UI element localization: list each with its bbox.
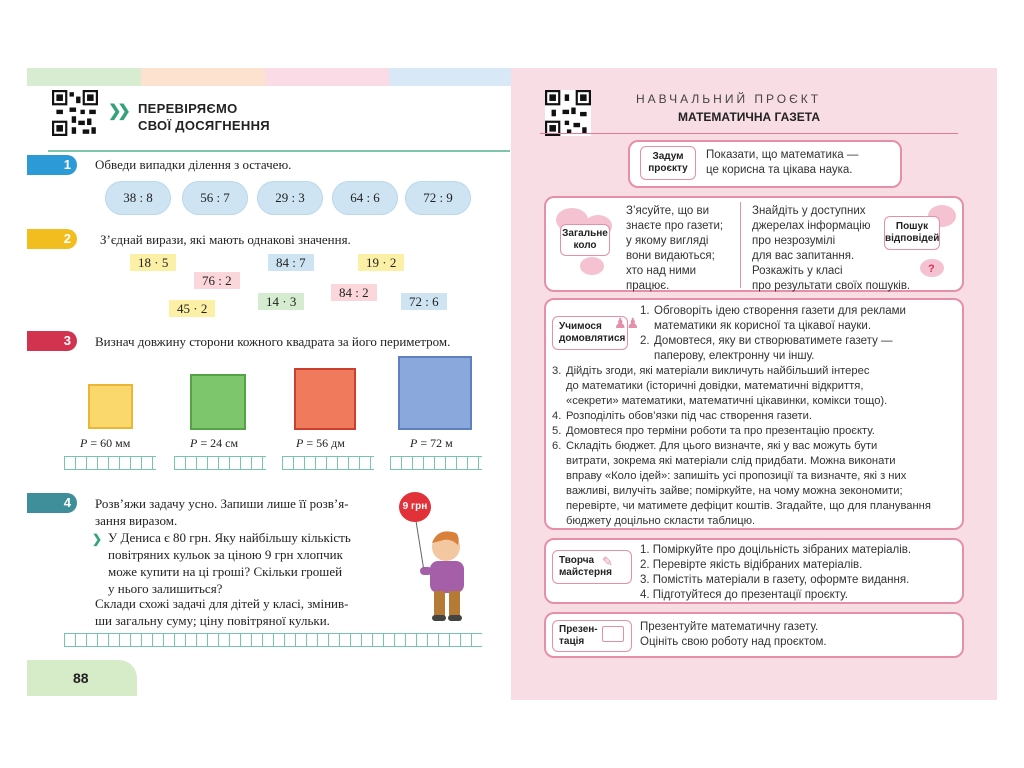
idea-card <box>628 140 902 188</box>
presentation-badge: Презен- тація <box>552 620 632 652</box>
discussion-card <box>544 196 964 292</box>
expression-tag[interactable]: 84 : 2 <box>331 284 377 301</box>
page-number: 88 <box>27 660 137 696</box>
square-shape <box>88 384 133 429</box>
task-number-2: 2 <box>27 229 77 249</box>
square-shape <box>294 368 356 430</box>
agreement-step: 2. Домовтеся, яку ви створюватимете газету — <box>640 335 893 347</box>
expression-tag[interactable]: 72 : 6 <box>401 293 447 310</box>
division-cloud[interactable]: 38 : 8 <box>105 181 171 215</box>
stripe-peach <box>141 68 265 86</box>
expression-tag[interactable]: 14 · 3 <box>258 293 304 310</box>
people-icon: ♟♟ <box>614 315 640 331</box>
stripe-pink <box>265 68 389 86</box>
circle-text: З’ясуйте, що ви знаєте про газети; у якому вигляді вони видаються; хто над ними працює. <box>626 205 724 292</box>
agreement-step: 6. Складіть бюджет. Для цього визначте, які у вас можуть бути <box>552 440 878 452</box>
qr-code-icon[interactable] <box>545 90 591 136</box>
followup-line: ши загальну суму; ціну повітряної кульки. <box>95 613 330 628</box>
expression-tag[interactable]: 76 : 2 <box>194 272 240 289</box>
problem-line: може купити на ці гроші? Скільки грошей <box>108 564 343 579</box>
balloon-price-tag: 9 грн <box>399 492 431 522</box>
agreement-step-cont: математики як корисної та цікавої науки. <box>654 320 872 332</box>
division-cloud[interactable]: 64 : 6 <box>332 181 398 215</box>
task4-line: зання виразом. <box>95 513 178 528</box>
division-cloud[interactable]: 29 : 3 <box>257 181 323 215</box>
card-divider <box>740 202 741 288</box>
agreement-step-cont: витрати, зокрема які матеріали слід придбати. Можна виконати <box>566 455 896 467</box>
workshop-steps: 1. Поміркуйте про доцільність зібраних матеріалів. 2. Перевірте якість відібраних матеріалів. 3. Помістіть матеріали в газету, оформте видання. 4. Підготуйтеся до презентації проєкту. <box>640 544 912 601</box>
agreement-step: 1. Обговоріть ідею створення газети для реклами <box>640 305 906 317</box>
followup-line: Склади схожі задачі для дітей у класі, змінив- <box>95 596 349 611</box>
stripe-blue <box>389 68 511 86</box>
agreement-step-cont: важливі, вилучіть зайве; поміркуйте, на чому можна зекономити; <box>566 485 903 497</box>
chevron-right-icon: ❯ <box>92 532 103 546</box>
presentation-card <box>544 612 964 658</box>
agreement-steps-bottom <box>552 364 931 529</box>
project-kicker: НАВЧАЛЬНИЙ ПРОЄКТ <box>636 92 822 106</box>
task4-line: Розв’яжи задачу усно. Запиши лише її розв’я- <box>95 496 349 511</box>
agreement-step: 5. Домовтеся про терміни роботи та про презентацію проєкту. <box>552 425 875 437</box>
answer-grid[interactable] <box>64 456 156 470</box>
task3-text: Визнач довжину сторони кожного квадрата за його периметром. <box>95 334 451 349</box>
perimeter-label: P = 56 дм <box>296 436 345 450</box>
square-shape <box>190 374 246 430</box>
answer-grid[interactable] <box>390 456 482 470</box>
agreement-step-cont: перевірте, чи матимете дефіцит коштів. Згадайте, що для планування <box>566 500 931 512</box>
header-divider <box>48 150 510 152</box>
agreement-badge: Учимося домовлятися <box>552 316 628 350</box>
answer-grid[interactable] <box>64 633 482 647</box>
task-number-1: 1 <box>27 155 77 175</box>
monitor-icon <box>602 626 624 642</box>
svg-text:?: ? <box>928 263 935 275</box>
problem-line: повітряних кульок за ціною 9 грн хлопчик <box>108 547 343 562</box>
answer-grid[interactable] <box>282 456 374 470</box>
idea-text: Показати, що математика — це корисна та цікава наука. <box>706 149 859 176</box>
expression-tag[interactable]: 19 · 2 <box>358 254 404 271</box>
pencil-icon: ✎ <box>602 554 613 569</box>
task4-problem <box>108 529 351 597</box>
section-title <box>138 100 270 134</box>
qr-code-icon[interactable] <box>52 90 98 136</box>
division-cloud[interactable]: 72 : 9 <box>405 181 471 215</box>
agreement-step: 3. Дійдіть згоди, які матеріали викличуть найбільший інтерес <box>552 365 870 377</box>
answer-grid[interactable] <box>174 456 266 470</box>
agreement-step-cont: вправу «Коло ідей»: запишіть усі пропозиції та визначте, які з них <box>566 470 907 482</box>
agreement-step-cont: бюджету доцільно скласти таблицю. <box>566 515 756 527</box>
workshop-card <box>544 538 964 604</box>
task4-followup <box>95 595 348 629</box>
search-badge: Пошук відповідей <box>884 216 940 250</box>
section-title-line2: СВОЇ ДОСЯГНЕННЯ <box>138 118 270 133</box>
section-title-line1: ПЕРЕВІРЯЄМО <box>138 101 238 116</box>
workshop-badge: Творча майстерня <box>552 550 632 584</box>
task-number-3: 3 <box>27 331 77 351</box>
expression-tag[interactable]: 18 · 5 <box>130 254 176 271</box>
expression-tag[interactable]: 45 · 2 <box>169 300 215 317</box>
presentation-text: Презентуйте математичну газету. Оцініть свою роботу над проєктом. <box>640 621 827 648</box>
agreement-step-cont: «секрети» математики, математичні цікавинки, комікси тощо). <box>566 395 888 407</box>
agreement-card <box>544 298 964 530</box>
idea-badge: Задум проєкту <box>640 146 696 180</box>
task4-text <box>95 495 349 529</box>
agreement-step-cont: до математики (історичні довідки, математичні відкриття, <box>566 380 864 392</box>
expression-tag[interactable]: 84 : 7 <box>268 254 314 271</box>
search-text: Знайдіть у доступних джерелах інформацію про незрозумілі для вас запитання. Розкажіть у класі про результати своїх пошуків. <box>752 205 911 292</box>
agreement-step-cont: паперову, електронну чи іншу. <box>654 350 815 362</box>
perimeter-label: P = 24 см <box>190 436 239 450</box>
problem-line: У Дениса є 80 грн. Яку найбільшу кількість <box>108 530 351 545</box>
perimeter-label: P = 60 мм <box>80 436 131 450</box>
task-number-4: 4 <box>27 493 77 513</box>
perimeter-label: P = 72 м <box>410 436 453 450</box>
problem-line: у нього залишиться? <box>108 581 223 596</box>
double-chevron-icon: ❯❯ <box>108 103 127 120</box>
agreement-steps-top <box>640 304 906 364</box>
task1-text: Обведи випадки ділення з остачею. <box>95 157 292 172</box>
agreement-step: 4. Розподіліть обов’язки під час створення газети. <box>552 410 812 422</box>
title-divider <box>540 133 958 134</box>
project-title: МАТЕМАТИЧНА ГАЗЕТА <box>678 110 820 124</box>
square-shape <box>398 356 472 430</box>
circle-badge: Загальне коло <box>560 224 610 256</box>
division-cloud[interactable]: 56 : 7 <box>182 181 248 215</box>
task2-text: З’єднай вирази, які мають однакові значення. <box>100 232 351 247</box>
stripe-green <box>27 68 141 86</box>
